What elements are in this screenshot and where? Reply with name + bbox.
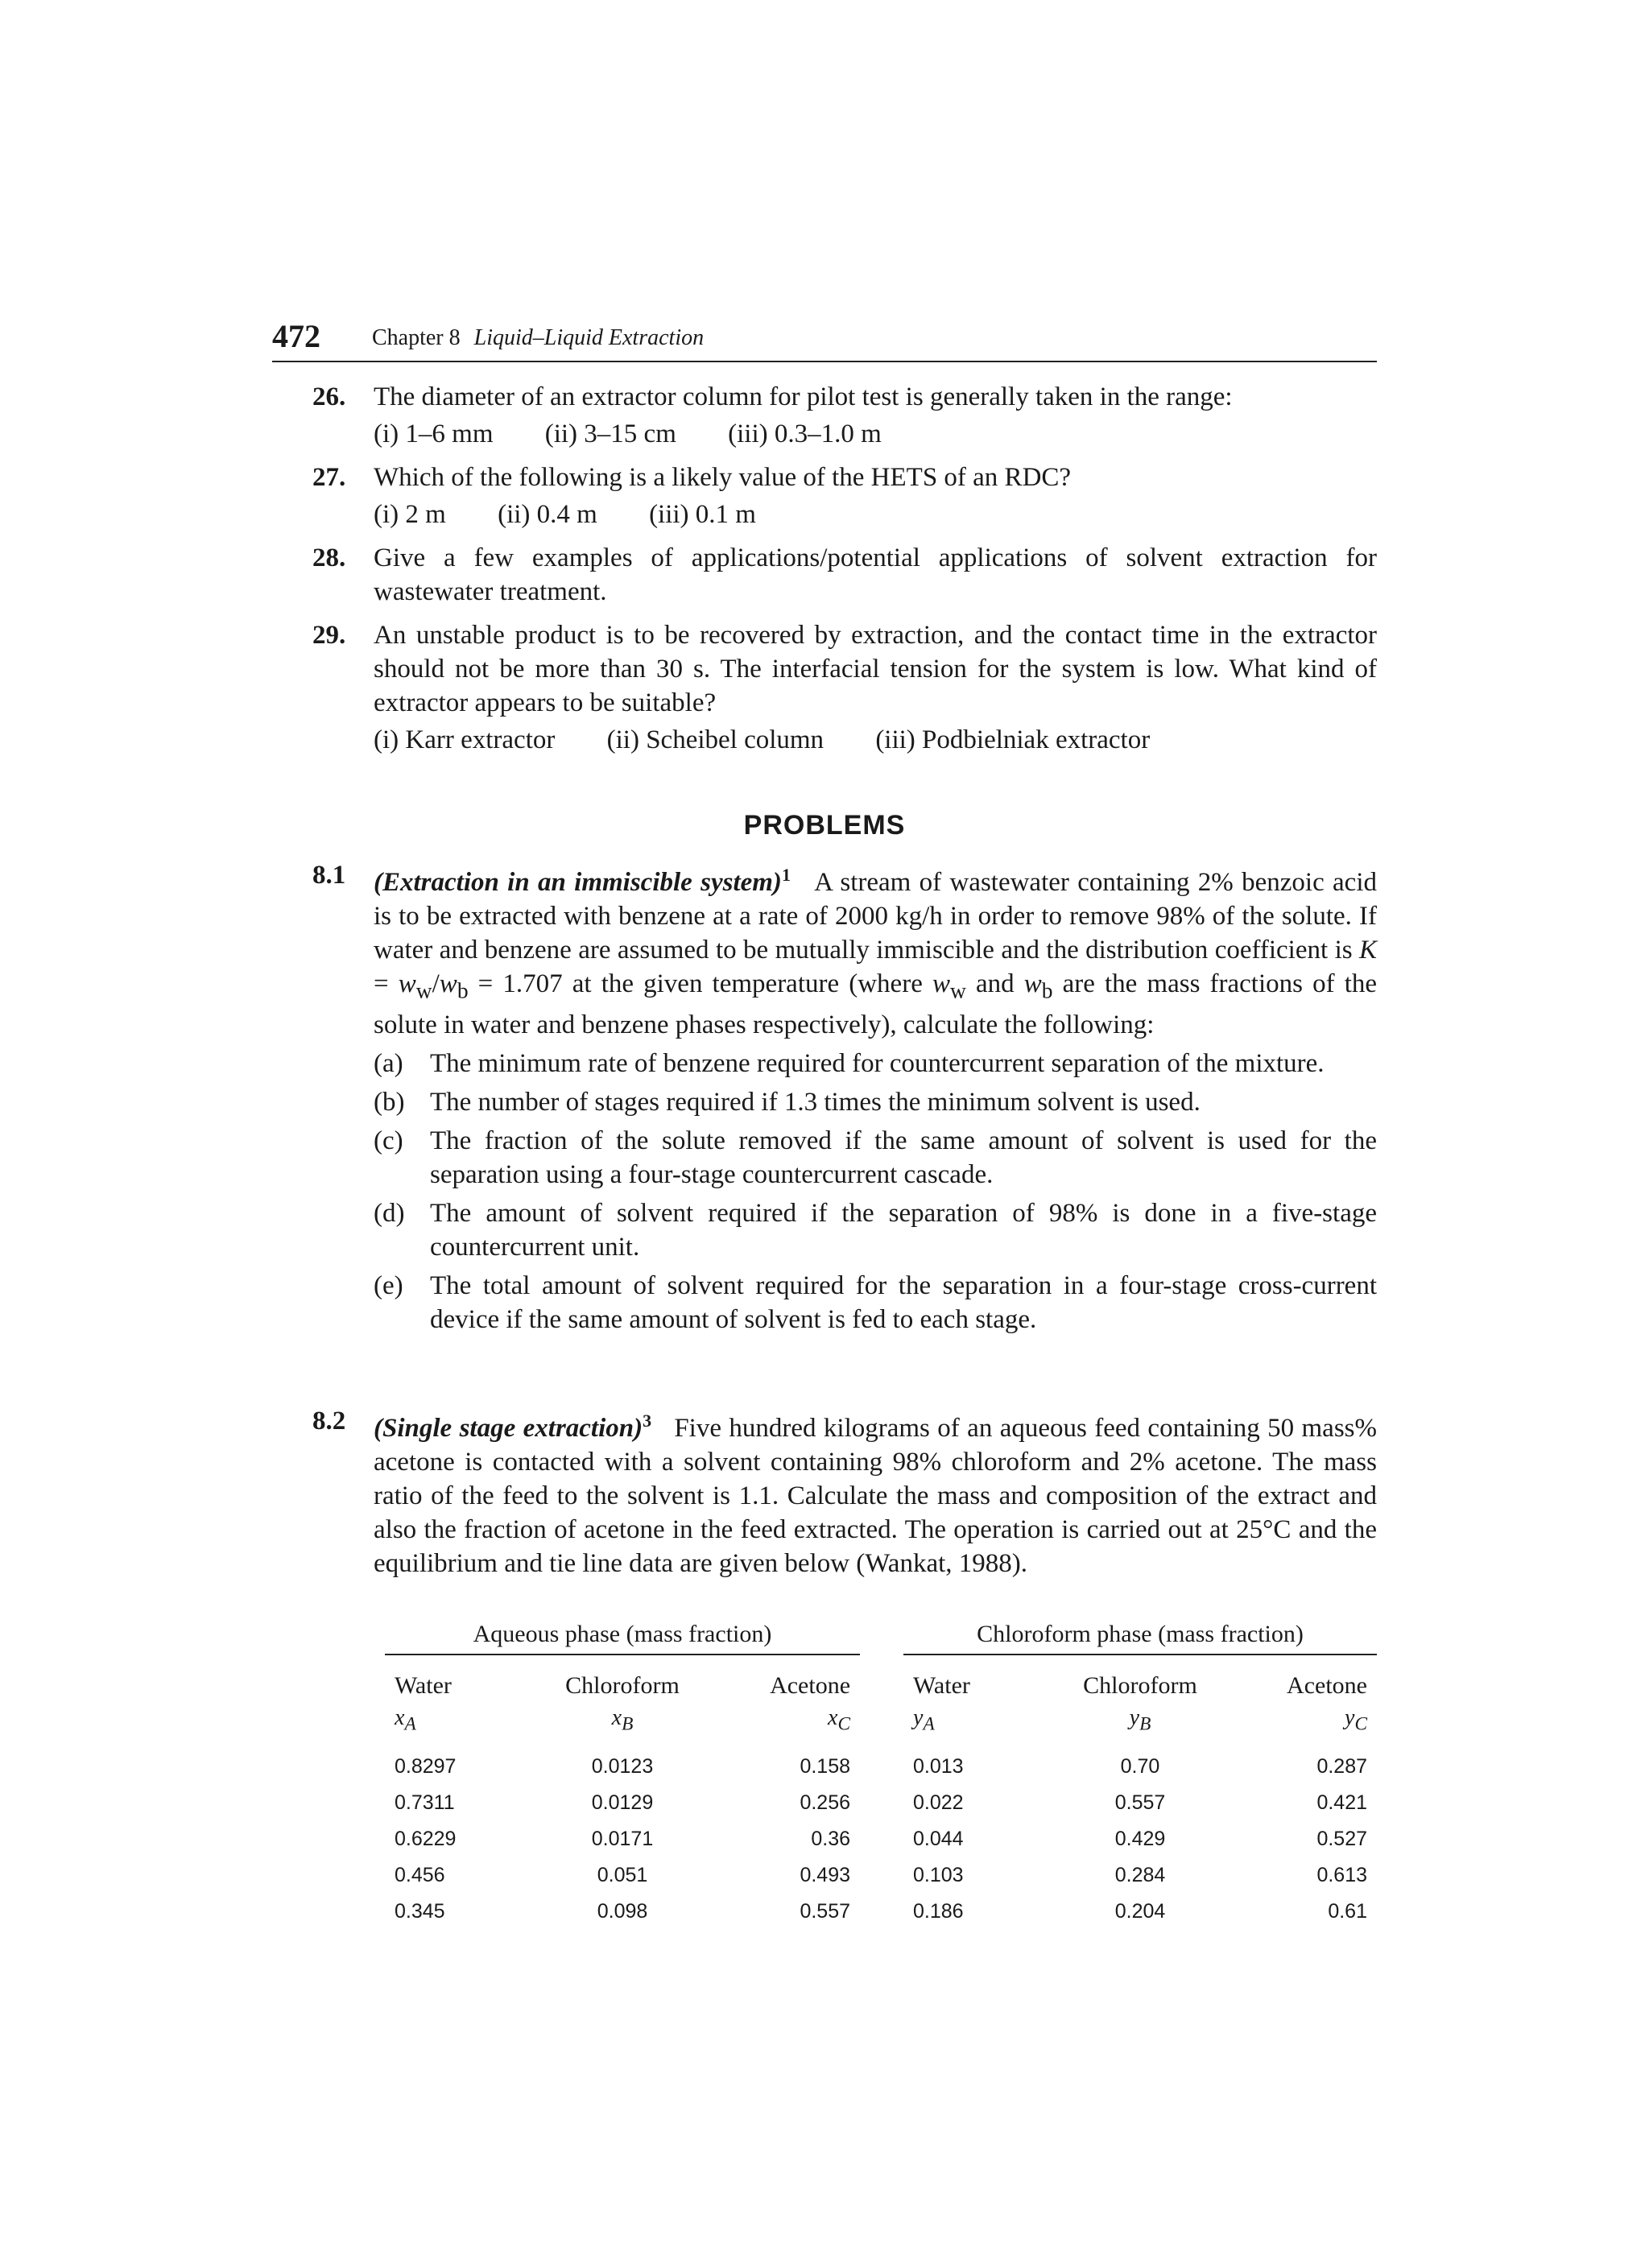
subitem-label: (e) <box>374 1270 403 1300</box>
table-cell: 0.098 <box>597 1899 648 1923</box>
table-cell: 0.557 <box>800 1899 851 1923</box>
column-header: Chloroform <box>1083 1672 1197 1699</box>
option: (i) 1–6 mm <box>374 419 494 448</box>
reference-mark: 3 <box>643 1411 652 1431</box>
subitem-d <box>374 1196 1377 1264</box>
table-body <box>903 1749 1377 1930</box>
column-symbol: $x_C$ <box>828 1705 851 1735</box>
column-header: Water <box>913 1672 970 1699</box>
table-cell: 0.287 <box>1316 1754 1367 1778</box>
question-number: 26. <box>312 382 346 411</box>
question-number: 28. <box>312 543 346 572</box>
question-options <box>374 417 1377 451</box>
table-cell: 0.204 <box>1114 1899 1166 1923</box>
table-row <box>903 1857 1377 1894</box>
problem-title: (Extraction in an immiscible system)$^1$ <box>374 865 791 897</box>
table-cell: 0.70 <box>1120 1754 1160 1778</box>
column-header: Chloroform <box>565 1672 680 1699</box>
subitem-label: (d) <box>374 1198 405 1228</box>
table-cell: 0.6229 <box>395 1827 457 1850</box>
option: (i) 2 m <box>374 500 446 529</box>
question-options <box>374 498 1377 531</box>
problem-text: A stream of wastewater containing 2% benzoic acid is to be extracted with benzene at a rate of 2000 kg/h in order to remove 98% of the solute. If water and benzene are assumed to be mutually immiscible and the distribution coefficient is <box>374 868 1377 965</box>
table-row <box>903 1785 1377 1821</box>
table-cell: 0.345 <box>395 1899 445 1923</box>
table-cell: 0.557 <box>1114 1791 1166 1814</box>
table-cell: 0.158 <box>800 1754 851 1778</box>
chapter-label: Chapter 8 <box>372 325 461 350</box>
question-text: An unstable product is to be recovered by extraction, and the contact time in the extractor should not be more than 30 s. The interfacial tension for the system is low. What kind of extractor appears to be suitable? <box>374 621 1377 717</box>
problem-8-2 <box>312 1404 1377 1580</box>
table-cell: 0.0171 <box>591 1827 654 1850</box>
option: (ii) Scheibel column <box>606 725 824 754</box>
subitem-b <box>374 1085 1377 1119</box>
table-row <box>385 1821 860 1857</box>
option: (iii) Podbielniak extractor <box>875 725 1151 754</box>
problem-number: 8.2 <box>312 1407 346 1436</box>
column-symbol: $x_B$ <box>611 1705 634 1735</box>
table-group-title: Chloroform phase (mass fraction) <box>903 1618 1377 1655</box>
question-number: 27. <box>312 463 346 492</box>
problem-text-continued: at the given temperature (where $w_w$ and $w_b$ are the mass fractions of the solute in water and benzene phases respectively), calculate the following: <box>374 969 1378 1039</box>
subitem-a <box>374 1047 1377 1080</box>
table-cell: 0.8297 <box>395 1754 457 1778</box>
table-header-row <box>385 1670 860 1702</box>
subitem-label: (b) <box>374 1087 405 1117</box>
table-cell: 0.493 <box>800 1863 851 1886</box>
problem-title: (Single stage extraction)$^3$ <box>374 1411 652 1443</box>
question-text: The diameter of an extractor column for pilot test is generally taken in the range: <box>374 382 1233 411</box>
question-28 <box>312 541 1377 609</box>
column-symbol: $y_A$ <box>913 1705 935 1735</box>
subitem-text: The number of stages required if 1.3 times the minimum solvent is used. <box>430 1087 1201 1117</box>
question-text: Which of the following is a likely value of the HETS of an RDC? <box>374 463 1072 492</box>
column-header: Water <box>395 1672 452 1699</box>
subitem-text: The total amount of solvent required for the separation in a four-stage cross-current device if the same amount of solvent is fed to each stage. <box>430 1270 1377 1334</box>
question-options <box>374 723 1377 757</box>
question-number: 29. <box>312 621 346 650</box>
table-row <box>903 1749 1377 1785</box>
table-row <box>385 1857 860 1894</box>
table-cell: 0.0123 <box>591 1754 654 1778</box>
problem-number: 8.1 <box>312 861 346 890</box>
table-cell: 0.256 <box>800 1791 851 1814</box>
table-cell: 0.022 <box>913 1791 964 1814</box>
table-row <box>903 1894 1377 1930</box>
table-cell: 0.36 <box>811 1827 851 1850</box>
option: (iii) 0.3–1.0 m <box>728 419 882 448</box>
subitem-text: The fraction of the solute removed if the same amount of solvent is used for the separation using a four-stage countercurrent cascade. <box>430 1126 1377 1189</box>
running-header <box>272 316 1377 362</box>
aqueous-phase-table <box>385 1618 860 1930</box>
table-header-row <box>903 1670 1377 1702</box>
table-cell: 0.0129 <box>591 1791 654 1814</box>
problem-text: Five hundred kilograms of an aqueous feed containing 50 mass% acetone is contacted with a solvent containing 98% chloroform and 2% acetone. The mass ratio of the feed to the solvent is 1.1. Calculate the mass and composition of the extract and also the fraction of acetone in the feed extracted. The operation is carried out at 25°C and the equilibrium and tie line data are given below (Wankat, 1988). <box>374 1414 1378 1578</box>
table-cell: 0.044 <box>913 1827 964 1850</box>
column-header: Acetone <box>1287 1672 1367 1699</box>
review-questions <box>312 380 1377 766</box>
chapter-heading <box>372 322 704 354</box>
question-27 <box>312 461 1377 531</box>
chloroform-phase-table <box>903 1618 1377 1930</box>
table-group-title: Aqueous phase (mass fraction) <box>385 1618 860 1655</box>
subitem-c <box>374 1124 1377 1192</box>
option: (i) Karr extractor <box>374 725 556 754</box>
subitem-text: The amount of solvent required if the separation of 98% is done in a five-stage countercurrent unit. <box>430 1198 1377 1262</box>
column-symbol: $y_C$ <box>1345 1705 1367 1735</box>
table-cell: 0.051 <box>597 1863 648 1886</box>
problem-8-1 <box>312 858 1377 1341</box>
option: (ii) 0.4 m <box>498 500 597 529</box>
problem-subitems <box>374 1047 1377 1336</box>
subitem-text: The minimum rate of benzene required for countercurrent separation of the mixture. <box>430 1048 1325 1078</box>
column-symbol: $y_B$ <box>1129 1705 1151 1735</box>
question-text: Give a few examples of applications/potential applications of solvent extraction for wastewater treatment. <box>374 543 1377 606</box>
table-row <box>385 1894 860 1930</box>
question-26 <box>312 380 1377 451</box>
subitem-label: (a) <box>374 1048 403 1078</box>
page-number: 472 <box>272 318 320 354</box>
subitem-label: (c) <box>374 1126 403 1155</box>
subitem-e <box>374 1269 1377 1336</box>
table-symbol-row <box>903 1702 1377 1741</box>
question-29 <box>312 618 1377 757</box>
chapter-title: Liquid–Liquid Extraction <box>473 325 705 350</box>
option: (iii) 0.1 m <box>649 500 756 529</box>
table-cell: 0.103 <box>913 1863 964 1886</box>
table-row <box>385 1749 860 1785</box>
problem-body <box>374 1404 1377 1580</box>
table-cell: 0.456 <box>395 1863 445 1886</box>
reference-mark: 1 <box>781 865 791 885</box>
table-body <box>385 1749 860 1930</box>
table-cell: 0.61 <box>1328 1899 1367 1923</box>
table-cell: 0.613 <box>1316 1863 1367 1886</box>
table-cell: 0.421 <box>1316 1791 1367 1814</box>
column-header: Acetone <box>770 1672 851 1699</box>
column-symbol: $x_A$ <box>395 1705 416 1735</box>
problem-body <box>374 858 1377 1042</box>
table-cell: 0.429 <box>1114 1827 1166 1850</box>
table-cell: 0.013 <box>913 1754 964 1778</box>
table-symbol-row <box>385 1702 860 1741</box>
table-cell: 0.7311 <box>395 1791 455 1814</box>
table-row <box>385 1785 860 1821</box>
distribution-formula: $K = w_w/w_b = 1.707$ <box>374 936 1377 1003</box>
table-cell: 0.527 <box>1316 1827 1367 1850</box>
table-row <box>903 1821 1377 1857</box>
option: (ii) 3–15 cm <box>544 419 676 448</box>
table-cell: 0.284 <box>1114 1863 1166 1886</box>
problems-heading: PROBLEMS <box>743 810 906 841</box>
table-cell: 0.186 <box>913 1899 964 1923</box>
